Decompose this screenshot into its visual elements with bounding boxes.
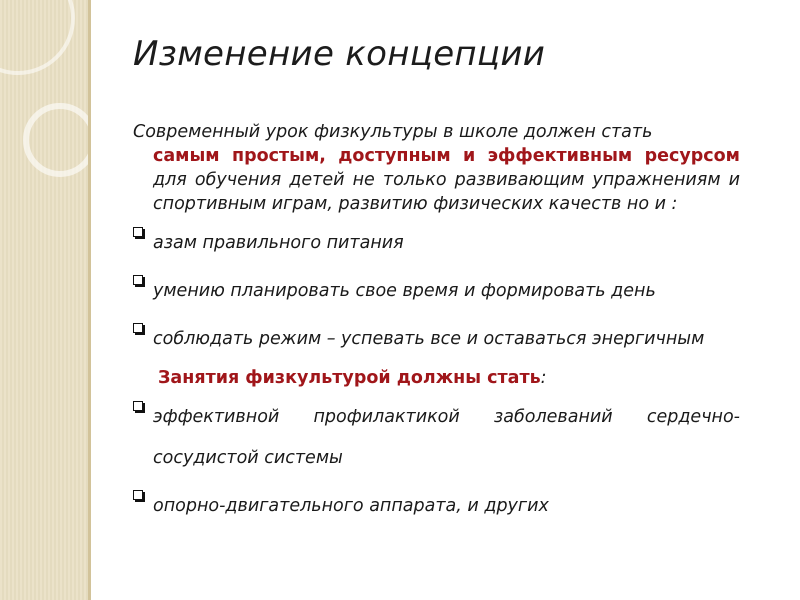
list-item-text: азам правильного питания: [153, 233, 404, 253]
section2-suffix: :: [540, 368, 547, 388]
intro-line1: Современный урок физкультуры в школе должен стать: [133, 122, 653, 142]
list-item-text: умению планировать свое время и формировать день: [153, 281, 656, 301]
section2-highlight: Занятия физкультурой должны стать: [158, 368, 541, 388]
checkbox-bullet-icon: [133, 227, 143, 237]
intro-paragraph: [133, 120, 740, 216]
list-item: [133, 397, 740, 479]
checkbox-bullet-icon: [133, 490, 143, 500]
list-item-text: эффективной профилактикой заболеваний сердечно-сосудистой системы: [153, 407, 740, 468]
checkbox-bullet-icon: [133, 323, 143, 333]
list-item-text: соблюдать режим – успевать все и оставаться энергичным: [153, 329, 705, 349]
decorative-sidebar: [0, 0, 88, 600]
intro-body: [133, 144, 740, 216]
intro-rest: для обучения детей не только развивающим упражнениям и спортивным играм, развитию физических качеств но и :: [153, 170, 740, 214]
list-item: [133, 486, 740, 527]
section2-heading: [133, 366, 740, 390]
intro-highlight: самым простым, доступным и эффективным ресурсом: [153, 146, 740, 166]
slide-title: Изменение концепции: [133, 34, 546, 74]
sidebar-divider: [88, 0, 91, 600]
list-item-text: опорно-двигательного аппарата, и других: [153, 496, 549, 516]
slide-content: [133, 120, 740, 527]
checkbox-bullet-icon: [133, 401, 143, 411]
sidebar-circles-decoration: [0, 0, 88, 600]
list-item: [133, 319, 740, 360]
list-item: [133, 223, 740, 264]
checkbox-bullet-icon: [133, 275, 143, 285]
list-item: [133, 271, 740, 312]
